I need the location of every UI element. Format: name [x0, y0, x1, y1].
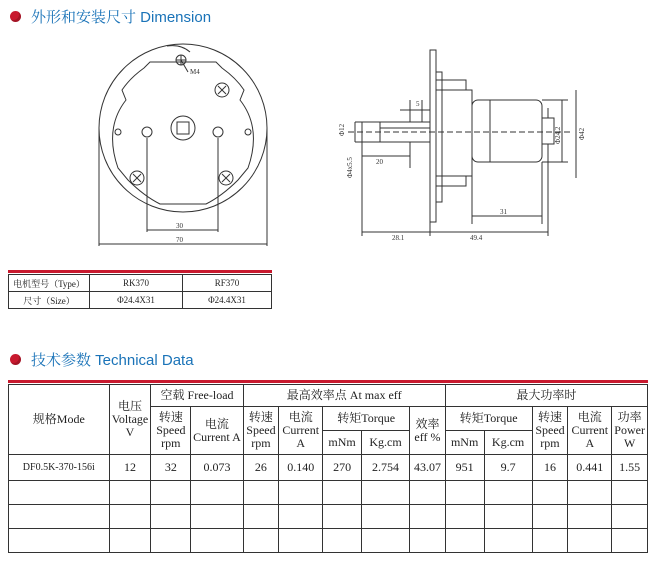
label-m4: M4 [190, 68, 200, 76]
max-power-header: 最大功率时 [445, 385, 647, 407]
label-20: 20 [376, 158, 383, 166]
cell-mp-current: 0.441 [568, 455, 612, 481]
label-phi42: Φ42 [578, 127, 586, 140]
tech-table-rule [8, 380, 648, 383]
red-bullet-icon [10, 11, 21, 22]
voltage-header: 电压 Voltage V [109, 385, 151, 455]
label-31: 31 [500, 208, 507, 216]
red-bullet-icon [10, 354, 21, 365]
cell-eff-kgcm: 2.754 [361, 455, 409, 481]
table-row [9, 529, 648, 553]
label-phi12: Φ12 [338, 123, 346, 136]
label-30: 30 [176, 222, 183, 230]
side-view [348, 50, 576, 236]
type-rk: RK370 [90, 275, 183, 292]
mp-kgcm-header: Kg.cm [484, 431, 532, 455]
model-header: 规格Mode [9, 385, 110, 455]
cell-eff-speed: 26 [243, 455, 279, 481]
table-row [9, 481, 648, 505]
label-70: 70 [176, 236, 183, 244]
eff-speed-header: 转速 Speed rpm [243, 407, 279, 455]
table-row [9, 505, 648, 529]
type-label: 电机型号（Type） [9, 275, 90, 292]
eff-pct-header: 效率 eff % [410, 407, 446, 455]
mp-torque-header: 转矩Torque [445, 407, 532, 431]
type-rf: RF370 [183, 275, 272, 292]
table-row [9, 292, 272, 309]
tech-section-title [10, 349, 194, 370]
type-table [8, 274, 272, 309]
mp-power-header: 功率 Power W [612, 407, 648, 455]
cell-free-speed: 32 [151, 455, 191, 481]
table-row [9, 455, 648, 481]
cell-eff-mnm: 270 [323, 455, 362, 481]
cell-mp-power: 1.55 [612, 455, 648, 481]
tech-table [8, 384, 648, 553]
eff-mnm-header: mNm [323, 431, 362, 455]
cell-mp-kgcm: 9.7 [484, 455, 532, 481]
free-current-header: 电流 Current A [191, 407, 243, 455]
label-28-1: 28.1 [392, 234, 405, 242]
cell-model: DF0.5K-370-156i [9, 455, 110, 481]
label-phi242: Φ24.2 [554, 126, 562, 144]
max-eff-header: 最高效率点 At max eff [243, 385, 445, 407]
eff-torque-header: 转矩Torque [323, 407, 410, 431]
cell-voltage: 12 [109, 455, 151, 481]
mp-current-header: 电流 Current A [568, 407, 612, 455]
mp-mnm-header: mNm [445, 431, 484, 455]
cell-eff-current: 0.140 [279, 455, 323, 481]
table-row [9, 275, 272, 292]
tech-title-text: 技术参数 Technical Data [31, 352, 194, 369]
dimension-title-text: 外形和安装尺寸 Dimension [31, 9, 212, 26]
label-5: 5 [416, 100, 420, 108]
size-label: 尺寸（Size） [9, 292, 90, 309]
label-phi45: Φ4x5.5 [346, 157, 354, 178]
size-rk: Φ24.4X31 [90, 292, 183, 309]
dimension-section-title [10, 6, 211, 27]
eff-kgcm-header: Kg.cm [361, 431, 409, 455]
eff-current-header: 电流 Current A [279, 407, 323, 455]
cell-eff-pct: 43.07 [410, 455, 446, 481]
type-table-rule [8, 270, 272, 273]
cell-mp-speed: 16 [532, 455, 568, 481]
dimension-drawing [0, 28, 666, 278]
cell-mp-mnm: 951 [445, 455, 484, 481]
free-load-header: 空载 Free-load [151, 385, 243, 407]
free-speed-header: 转速 Speed rpm [151, 407, 191, 455]
cell-free-current: 0.073 [191, 455, 243, 481]
mp-speed-header: 转速 Speed rpm [532, 407, 568, 455]
size-rf: Φ24.4X31 [183, 292, 272, 309]
label-49-4: 49.4 [470, 234, 483, 242]
front-view [99, 44, 267, 246]
